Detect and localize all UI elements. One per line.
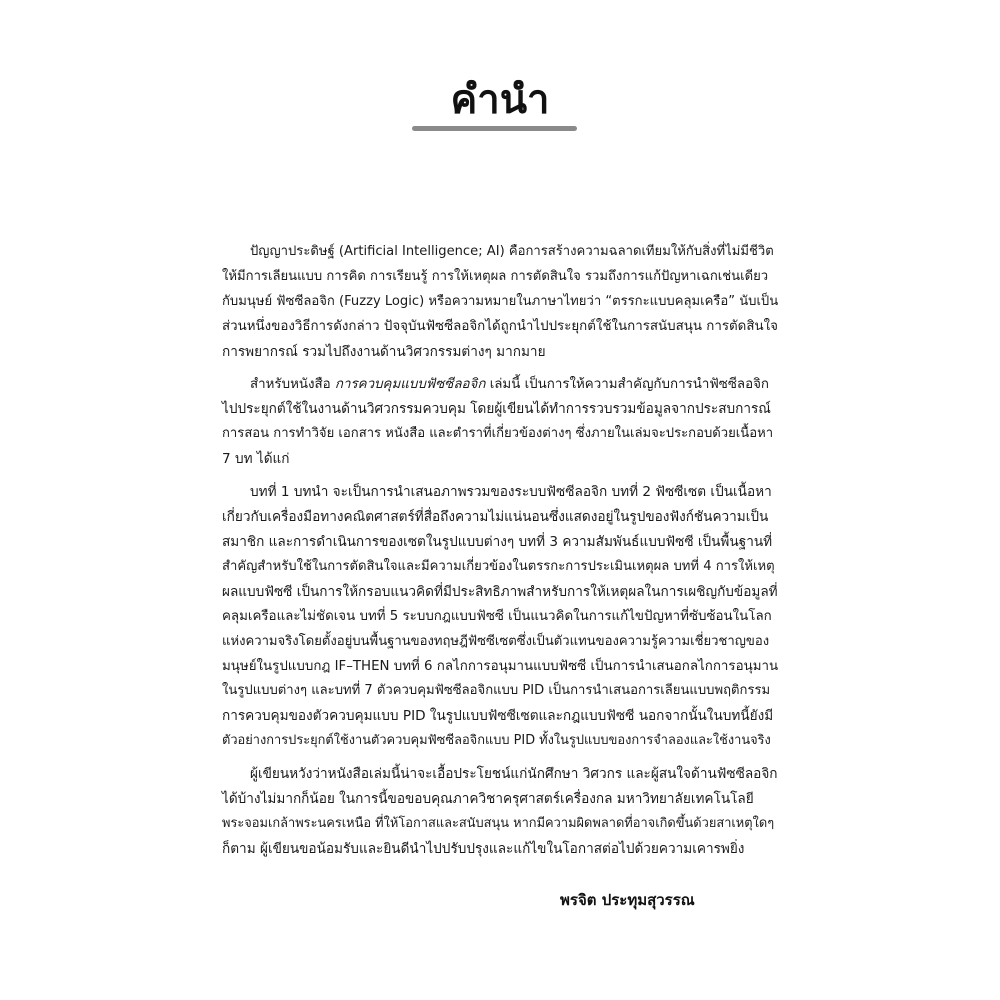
text-line: ผลแบบฟัซซี เป็นการให้กรอบแนวคิดที่มีประสิทธิภาพสำหรับการให้เหตุผลในการเผชิญกับข้อมูลที่: [222, 583, 778, 600]
paragraph-3: [222, 480, 778, 754]
text-line: ให้มีการเลียนแบบ การคิด การเรียนรู้ การให้เหตุผล การตัดสินใจ รวมถึงการแก้ปัญหาเฉกเช่นเดียว: [222, 268, 769, 284]
text-line: สมาชิก และการดำเนินการของเซตในรูปแบบต่างๆ บทที่ 3 ความสัมพันธ์แบบฟัซซี เป็นพื้นฐานที่: [222, 533, 773, 550]
text-line: ปัญญาประดิษฐ์ (Artificial Intelligence; AI) คือการสร้างความฉลาดเทียมให้กับสิ่งที่ไม่มีชีวิต: [250, 244, 774, 259]
text-line: ตัวอย่างการประยุกต์ใช้งานตัวควบคุมฟัซซีลอจิกแบบ PID ทั้งในรูปแบบของการจำลองและใช้งานจริง: [222, 733, 771, 749]
text-line: ในรูปแบบต่างๆ และบทที่ 7 ตัวควบคุมฟัซซีลอจิกแบบ PID เป็นการนำเสนอการเลียนแบบพฤติกรรม: [222, 683, 771, 699]
author-signature: พรจิต ประทุมสุวรรณ: [560, 891, 695, 909]
preface-body: [222, 240, 778, 870]
text-line: 7 บท ได้แก่: [222, 451, 290, 468]
title-container: [0, 72, 1000, 128]
text-line: แห่งความจริงโดยตั้งอยู่บนพื้นฐานของทฤษฎีฟัซซีเซตซึ่งเป็นตัวแทนของความรู้ความเชี่ยวชาญของ: [222, 633, 770, 649]
text-line: ได้บ้างไม่มากก็น้อย ในการนี้ขอขอบคุณภาควิชาครุศาสตร์เครื่องกล มหาวิทยาลัยเทคโนโลยี: [222, 791, 754, 808]
text-line: คลุมเครือและไม่ชัดเจน บทที่ 5 ระบบกฎแบบฟัซซี เป็นแนวคิดในการแก้ไขปัญหาที่ซับซ้อนในโลก: [222, 608, 772, 624]
page-title: คำนำ: [450, 77, 550, 123]
paragraph-2: [222, 373, 778, 473]
text-line: ไปประยุกต์ใช้ในงานด้านวิศวกรรมควบคุม โดยผู้เขียนได้ทำการรวบรวมข้อมูลจากประสบการณ์: [222, 401, 771, 418]
text-line: ก็ตาม ผู้เขียนขอน้อมรับและยินดีนำไปปรับปรุงและแก้ไขในโอกาสต่อไปด้วยความเคารพยิ่ง: [222, 840, 745, 857]
text-line: สำคัญสำหรับใช้ในการตัดสินใจและมีความเกี่ยวข้องในตรรกะการประเมินเหตุผล บทที่ 4 การให้เหตุ: [222, 558, 775, 574]
text-fragment: สำหรับหนังสือ: [250, 376, 335, 392]
text-line: ส่วนหนึ่งของวิธีการดังกล่าว ปัจจุบันฟัซซีลอจิกได้ถูกนำไปประยุกต์ใช้ในการสนับสนุน การตัดสินใจ: [222, 318, 778, 334]
text-line: การพยากรณ์ รวมไปถึงงานด้านวิศวกรรมต่างๆ มากมาย: [222, 343, 546, 360]
text-line: ผู้เขียนหวังว่าหนังสือเล่มนี้น่าจะเอื้อประโยชน์แก่นักศึกษา วิศวกร และผู้สนใจด้านฟัซซีลอจิก: [250, 766, 778, 783]
text-line: กับมนุษย์ ฟัซซีลอจิก (Fuzzy Logic) หรือความหมายในภาษาไทยว่า “ตรรกะแบบคลุมเครือ” นับเป็น: [222, 293, 779, 309]
text-line: เกี่ยวกับเครื่องมือทางคณิตศาสตร์ที่สื่อถึงความไม่แน่นอนซึ่งแสดงอยู่ในรูปของฟังก์ชันความเป็น: [222, 509, 769, 526]
text-line: [222, 373, 778, 398]
text-line: การควบคุมของตัวควบคุมแบบ PID ในรูปแบบฟัซซีเซตและกฎแบบฟัซซี นอกจากนั้นในบทนี้ยังมี: [222, 708, 774, 725]
text-fragment: เล่มนี้ เป็นการให้ความสำคัญกับการนำฟัซซีลอจิก: [485, 376, 769, 392]
text-line: การสอน การทำวิจัย เอกสาร หนังสือ และตำราที่เกี่ยวข้องต่างๆ ซึ่งภายในเล่มจะประกอบด้วยเนื้อหา: [222, 426, 774, 442]
title-underline: [412, 126, 577, 131]
book-title-italic: การควบคุมแบบฟัซซีลอจิก: [334, 376, 486, 392]
text-line: มนุษย์ในรูปแบบกฎ IF–THEN บทที่ 6 กลไกการอนุมานแบบฟัซซี เป็นการนำเสนอกลไกการอนุมาน: [222, 658, 779, 674]
text-line: บทที่ 1 บทนำ จะเป็นการนำเสนอภาพรวมของระบบฟัซซีลอจิก บทที่ 2 ฟัซซีเซต เป็นเนื้อหา: [250, 484, 772, 501]
text-line: พระจอมเกล้าพระนครเหนือ ที่ให้โอกาสและสนับสนุน หากมีความผิดพลาดที่อาจเกิดขึ้นด้วยสาเหตุใดๆ: [222, 815, 775, 831]
paragraph-1: [222, 240, 778, 365]
paragraph-4: [222, 762, 778, 862]
